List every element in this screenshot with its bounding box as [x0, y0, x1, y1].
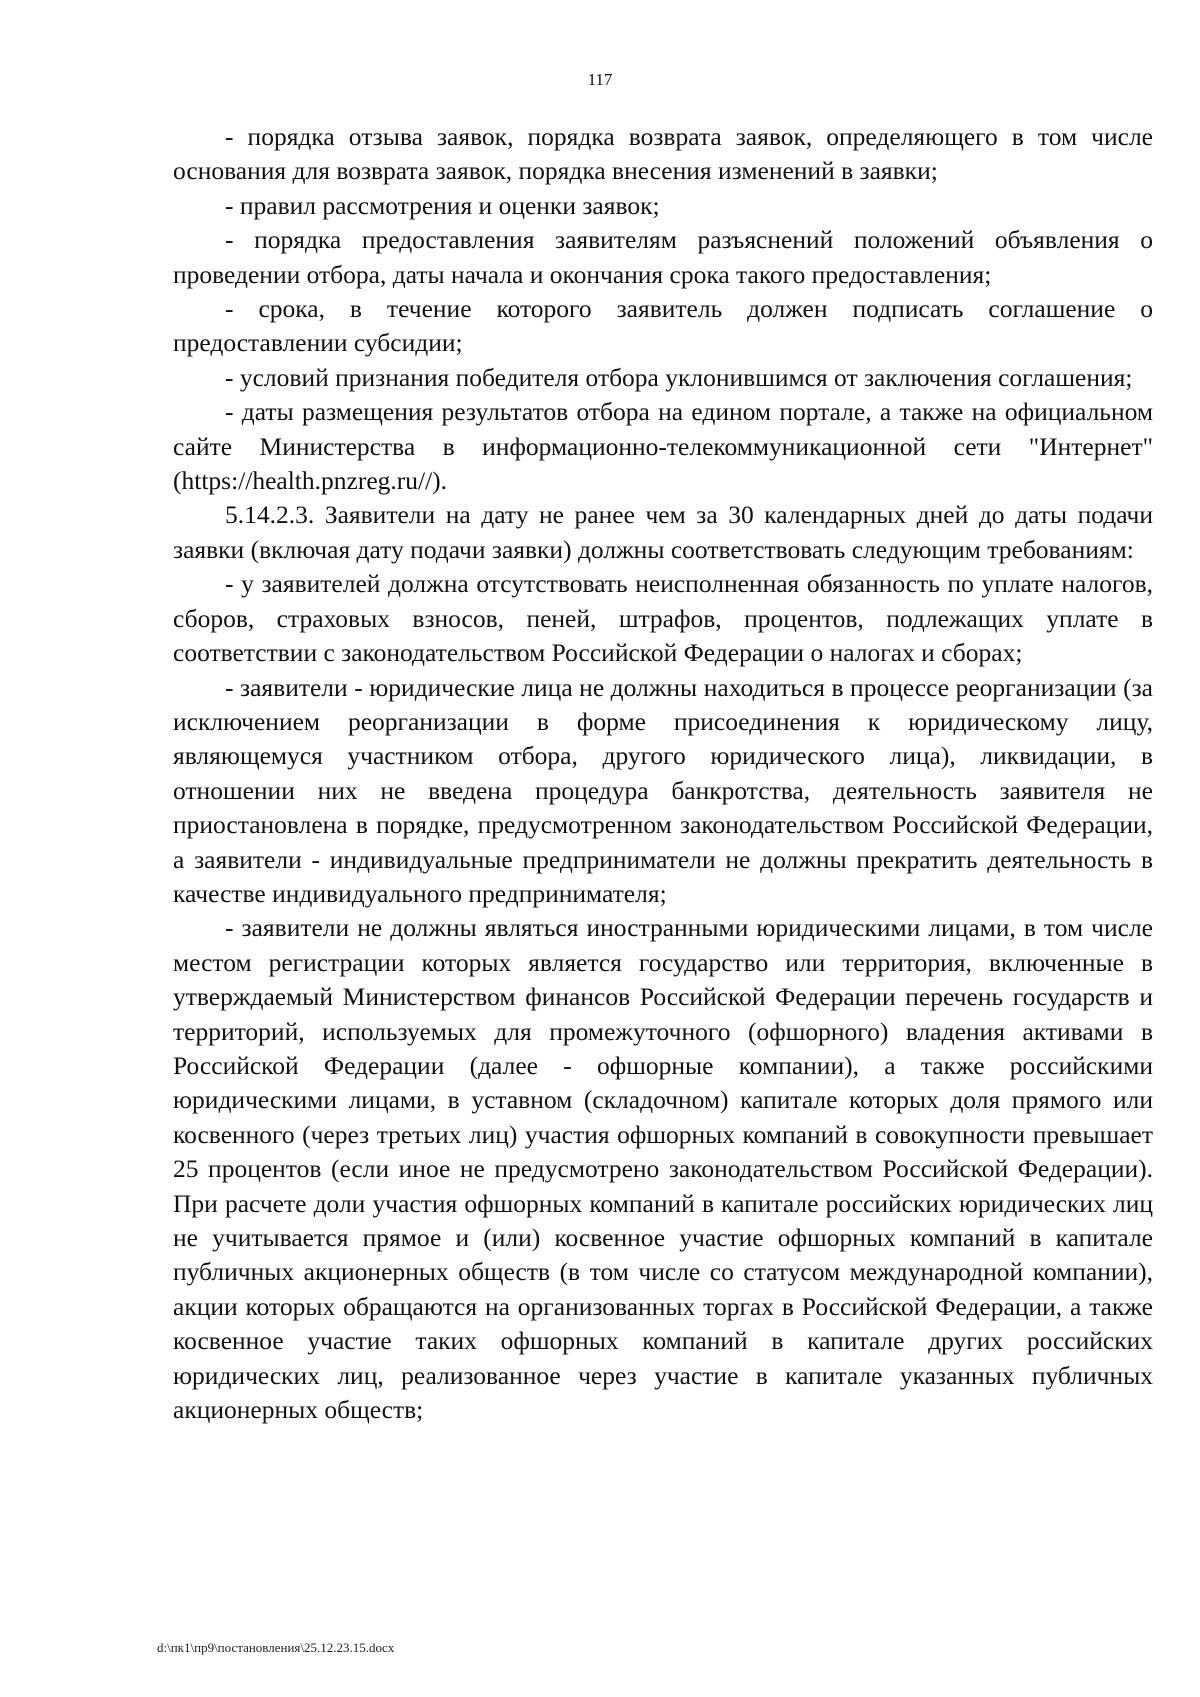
paragraph-tax-obligations: - у заявителей должна отсутствовать неисполненная обязанность по уплате налогов, сборов, страховых взносов, пеней, штрафов, процентов, подлежащих уплате в соответствии с законодательством Российской Федерации о налогах и сборах;	[173, 569, 1153, 668]
paragraph-results-publication: - даты размещения результатов отбора на едином портале, а также на официальном сайте Министерства в информационно-телекоммуникационной сети "Интернет" (https://health.pnzreg.ru//).	[173, 397, 1153, 496]
page-number: 117	[587, 70, 613, 89]
paragraph-review-rules: - правил рассмотрения и оценки заявок;	[225, 190, 660, 220]
paragraph-evasion-conditions: - условий признания победителя отбора уклонившимся от заключения соглашения;	[225, 362, 1133, 392]
footer-file-path: d:\пк1\пр9\постановления\25.12.23.15.docx	[157, 1640, 395, 1655]
paragraph-clarification-order: - порядка предоставления заявителям разъяснений положений объявления о проведении отбора, даты начала и окончания срока такого предоставления;	[173, 225, 1153, 289]
document-body	[173, 120, 1153, 1427]
paragraph-section-5-14-2-3: 5.14.2.3. Заявители на дату не ранее чем за 30 календарных дней до даты подачи заявки (включая дату подачи заявки) должны соответствовать следующим требованиям:	[173, 500, 1153, 564]
paragraph-withdrawal-order: - порядка отзыва заявок, порядка возврата заявок, определяющего в том числе основания для возврата заявок, порядка внесения изменений в заявки;	[173, 122, 1153, 186]
paragraph-reorganization: - заявители - юридические лица не должны находиться в процессе реорганизации (за исключением реорганизации в форме присоединения к юридическому лицу, являющемуся участником отбора, другого юридического лица), ликвидации, в отношении них не введена процедура банкротства, деятельность заявителя не приостановлена в порядке, предусмотренном законодательством Российской Федерации, а заявители - индивидуальные предприниматели не должны прекратить деятельность в качестве индивидуального предпринимателя;	[173, 672, 1153, 908]
paragraph-offshore-companies: - заявители не должны являться иностранными юридическими лицами, в том числе местом регистрации которых является государство или территория, включенные в утверждаемый Министерством финансов Российской Федерации перечень государств и территорий, используемых для промежуточного (офшорного) владения активами в Российской Федерации (далее - офшорные компании), а также российскими юридическими лицами, в уставном (складочном) капитале которых доля прямого или косвенного (через третьих лиц) участия офшорных компаний в совокупности превышает 25 процентов (если иное не предусмотрено законодательством Российской Федерации). При расчете доли участия офшорных компаний в капитале российских юридических лиц не учитывается прямое и (или) косвенное участие офшорных компаний в капитале публичных акционерных обществ (в том числе со статусом международной компании), акции которых обращаются на организованных торгах в Российской Федерации, а также косвенное участие таких офшорных компаний в капитале других российских юридических лиц, реализованное через участие в капитале указанных публичных акционерных обществ;	[173, 913, 1153, 1425]
paragraph-signing-deadline: - срока, в течение которого заявитель должен подписать соглашение о предоставлении субсидии;	[173, 294, 1153, 358]
